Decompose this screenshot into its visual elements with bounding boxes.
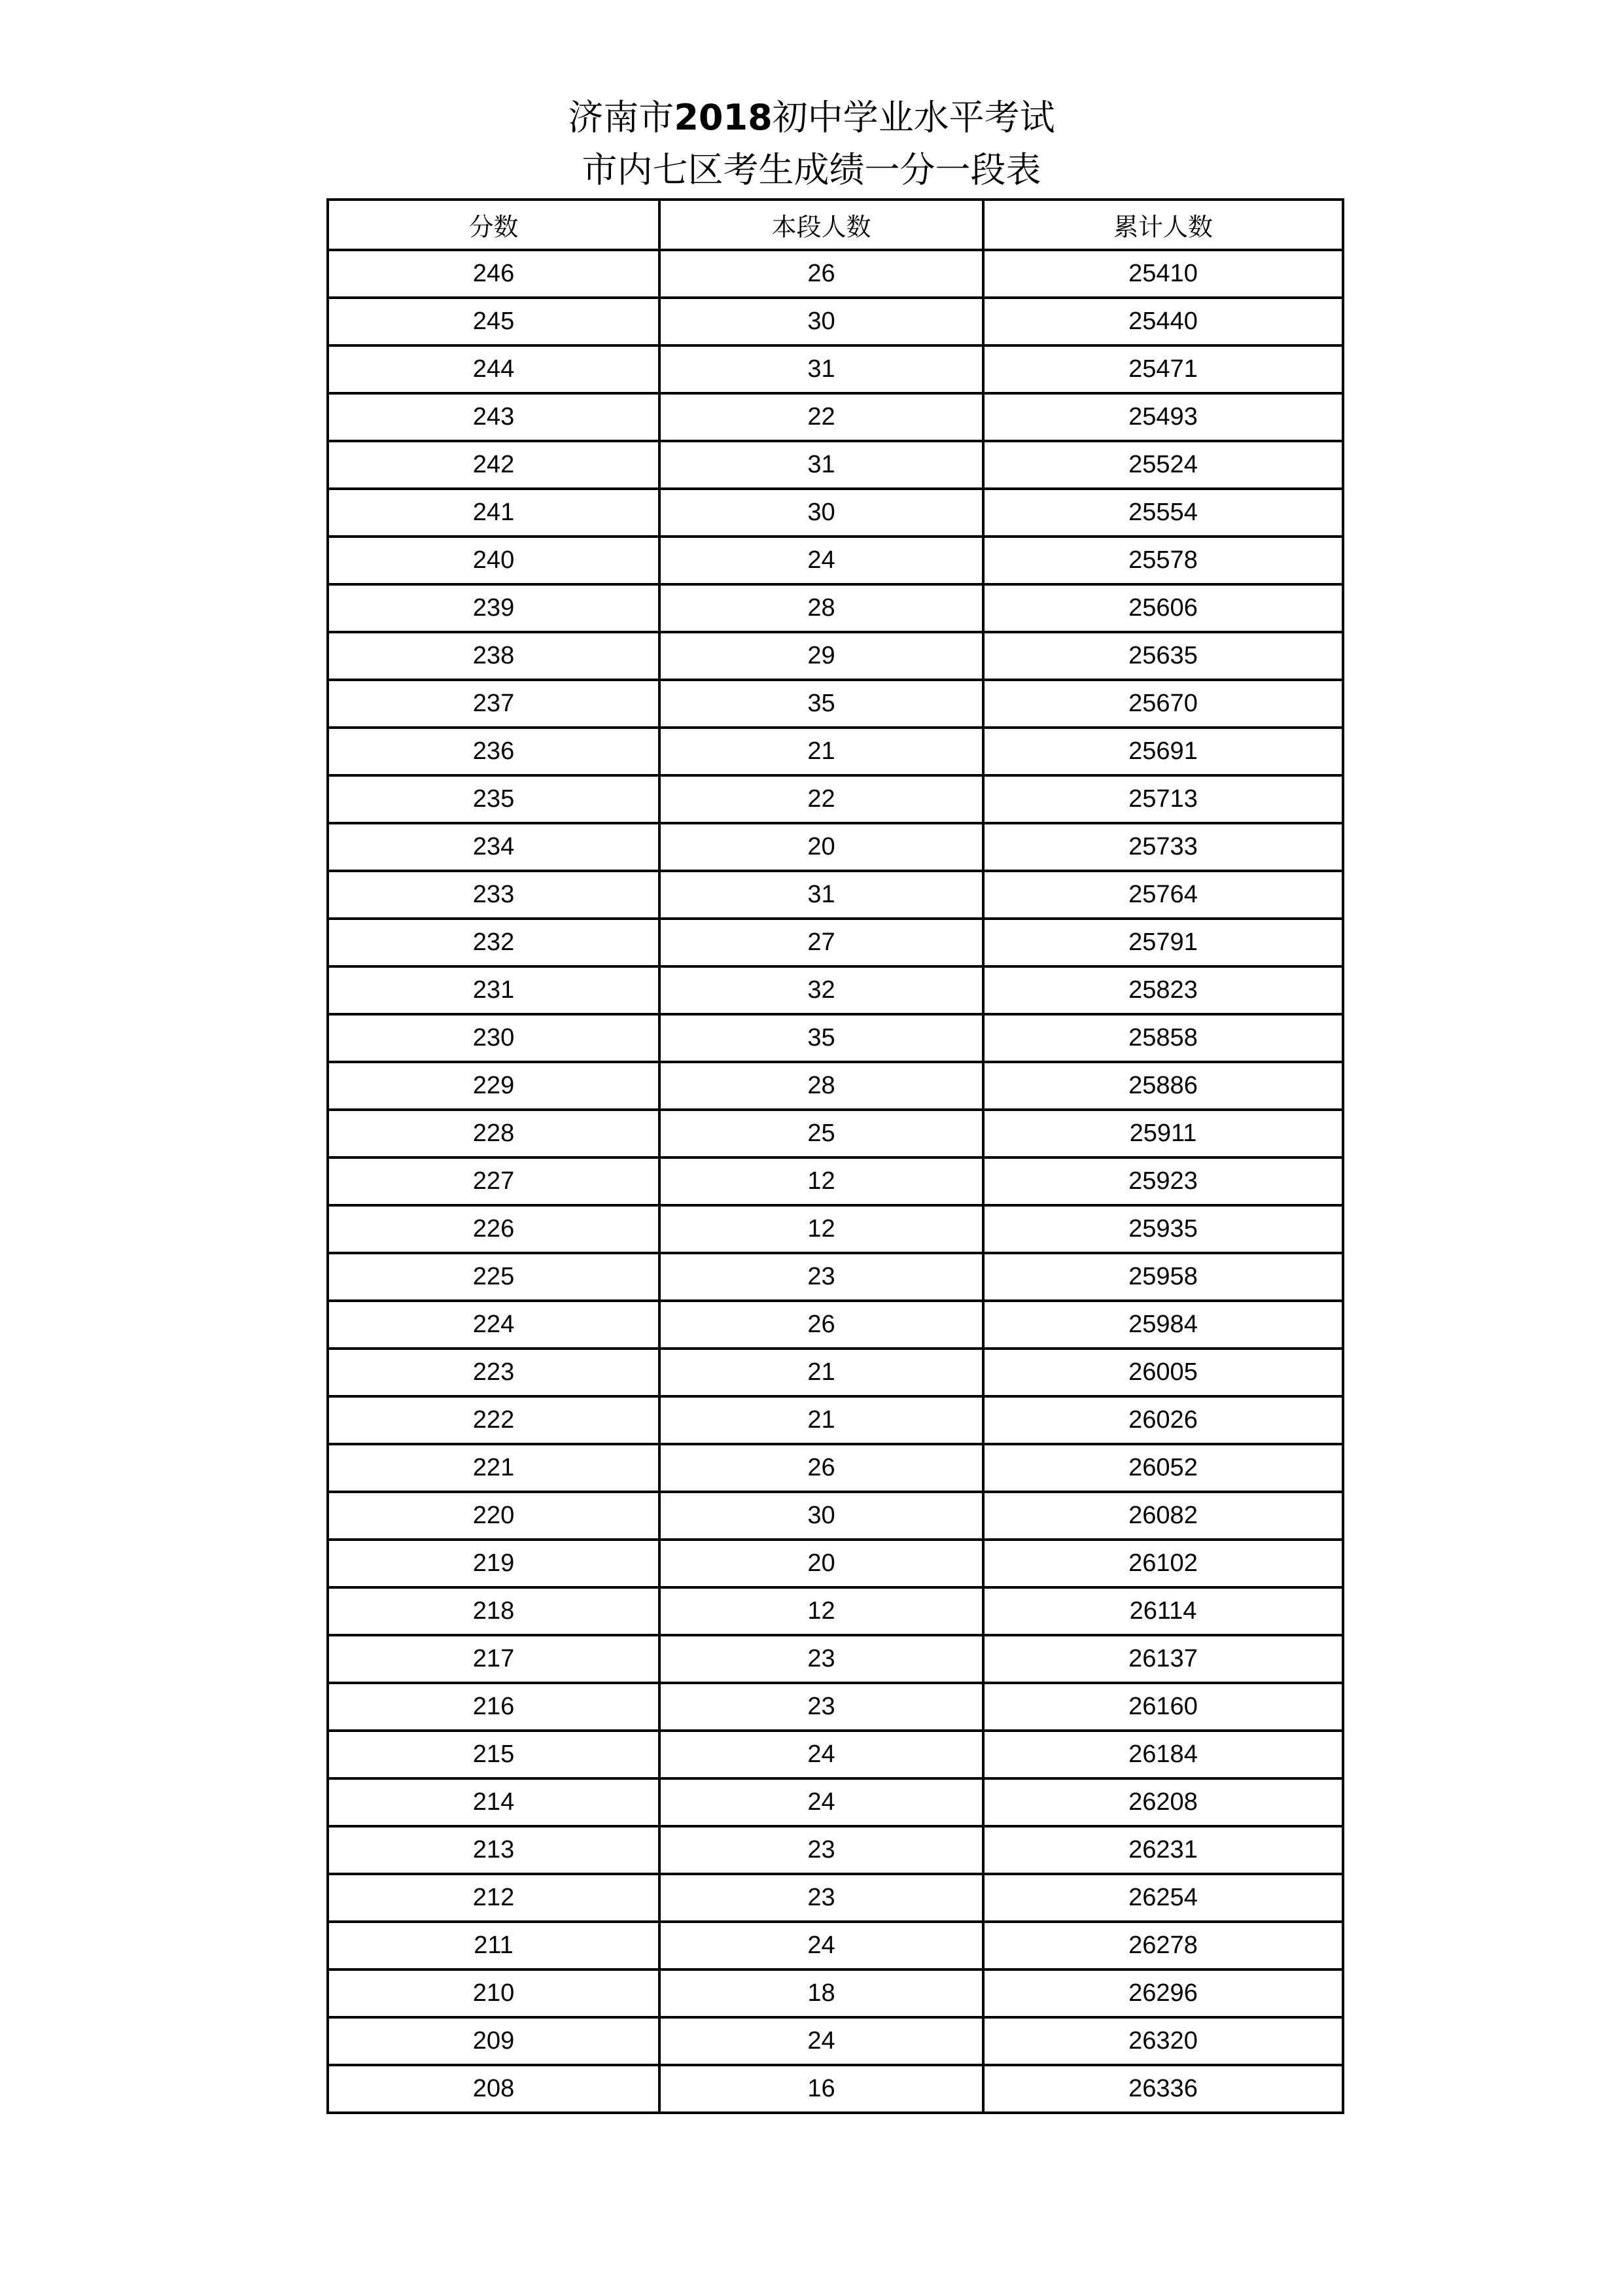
cell-score: 236	[328, 728, 659, 775]
cell-score: 218	[328, 1587, 659, 1635]
cell-score: 244	[328, 345, 659, 393]
table-header-row	[328, 200, 1343, 250]
cell-score: 221	[328, 1444, 659, 1492]
table-row	[328, 871, 1343, 919]
cell-segment-count: 22	[659, 393, 983, 441]
cell-score: 226	[328, 1205, 659, 1253]
cell-segment-count: 26	[659, 1301, 983, 1349]
title-year: 2018	[674, 97, 773, 138]
cell-segment-count: 29	[659, 632, 983, 680]
table-row	[328, 1874, 1343, 1922]
cell-cumulative-count: 25858	[983, 1014, 1343, 1062]
cell-cumulative-count: 26026	[983, 1396, 1343, 1444]
cell-cumulative-count: 26052	[983, 1444, 1343, 1492]
cell-score: 219	[328, 1540, 659, 1587]
cell-segment-count: 27	[659, 919, 983, 966]
cell-score: 213	[328, 1826, 659, 1874]
cell-cumulative-count: 25635	[983, 632, 1343, 680]
cell-segment-count: 31	[659, 441, 983, 489]
cell-score: 235	[328, 775, 659, 823]
header-segment-count: 本段人数	[659, 200, 983, 250]
table-row	[328, 393, 1343, 441]
cell-segment-count: 20	[659, 1540, 983, 1587]
cell-segment-count: 23	[659, 1635, 983, 1683]
cell-score: 227	[328, 1157, 659, 1205]
table-row	[328, 1778, 1343, 1826]
table-row	[328, 1587, 1343, 1635]
table-row	[328, 1492, 1343, 1540]
cell-segment-count: 24	[659, 1778, 983, 1826]
cell-score: 234	[328, 823, 659, 871]
score-distribution-table	[326, 198, 1344, 2114]
cell-segment-count: 30	[659, 298, 983, 345]
table-row	[328, 1157, 1343, 1205]
cell-segment-count: 23	[659, 1683, 983, 1731]
cell-segment-count: 21	[659, 1396, 983, 1444]
cell-segment-count: 35	[659, 1014, 983, 1062]
cell-cumulative-count: 25670	[983, 680, 1343, 728]
cell-segment-count: 18	[659, 1969, 983, 2017]
cell-score: 229	[328, 1062, 659, 1110]
table-row	[328, 345, 1343, 393]
cell-segment-count: 12	[659, 1587, 983, 1635]
cell-score: 239	[328, 584, 659, 632]
cell-cumulative-count: 26137	[983, 1635, 1343, 1683]
cell-score: 233	[328, 871, 659, 919]
cell-segment-count: 24	[659, 2017, 983, 2065]
cell-cumulative-count: 25713	[983, 775, 1343, 823]
cell-cumulative-count: 25823	[983, 966, 1343, 1014]
cell-cumulative-count: 26320	[983, 2017, 1343, 2065]
table-row	[328, 1062, 1343, 1110]
table-row	[328, 966, 1343, 1014]
cell-segment-count: 26	[659, 1444, 983, 1492]
table-row	[328, 1635, 1343, 1683]
table-row	[328, 1396, 1343, 1444]
cell-cumulative-count: 25791	[983, 919, 1343, 966]
cell-score: 238	[328, 632, 659, 680]
document-title-line-1	[0, 88, 1623, 147]
cell-segment-count: 31	[659, 871, 983, 919]
cell-segment-count: 21	[659, 1349, 983, 1396]
title-exam: 初中学业水平考试	[772, 97, 1055, 138]
table-row	[328, 1540, 1343, 1587]
table-row	[328, 1922, 1343, 1969]
table-row	[328, 1969, 1343, 2017]
table-row	[328, 728, 1343, 775]
table-body	[328, 250, 1343, 2113]
cell-segment-count: 24	[659, 1922, 983, 1969]
table-row	[328, 1253, 1343, 1301]
table-row	[328, 1683, 1343, 1731]
cell-segment-count: 28	[659, 1062, 983, 1110]
table-row	[328, 537, 1343, 584]
cell-segment-count: 22	[659, 775, 983, 823]
cell-cumulative-count: 26296	[983, 1969, 1343, 2017]
table-row	[328, 1826, 1343, 1874]
cell-score: 228	[328, 1110, 659, 1157]
cell-score: 246	[328, 250, 659, 298]
cell-segment-count: 30	[659, 1492, 983, 1540]
cell-score: 211	[328, 1922, 659, 1969]
table-row	[328, 919, 1343, 966]
cell-cumulative-count: 25524	[983, 441, 1343, 489]
table-row	[328, 2065, 1343, 2113]
cell-segment-count: 32	[659, 966, 983, 1014]
table-row	[328, 632, 1343, 680]
cell-segment-count: 24	[659, 537, 983, 584]
cell-cumulative-count: 26184	[983, 1731, 1343, 1778]
table-row	[328, 250, 1343, 298]
table-row	[328, 2017, 1343, 2065]
cell-score: 237	[328, 680, 659, 728]
cell-score: 241	[328, 489, 659, 537]
cell-segment-count: 21	[659, 728, 983, 775]
cell-score: 231	[328, 966, 659, 1014]
cell-cumulative-count: 25554	[983, 489, 1343, 537]
cell-cumulative-count: 26114	[983, 1587, 1343, 1635]
cell-cumulative-count: 25923	[983, 1157, 1343, 1205]
cell-segment-count: 16	[659, 2065, 983, 2113]
header-cumulative-count: 累计人数	[983, 200, 1343, 250]
cell-segment-count: 30	[659, 489, 983, 537]
cell-cumulative-count: 26278	[983, 1922, 1343, 1969]
cell-score: 216	[328, 1683, 659, 1731]
table-row	[328, 584, 1343, 632]
cell-cumulative-count: 26208	[983, 1778, 1343, 1826]
cell-cumulative-count: 25471	[983, 345, 1343, 393]
cell-cumulative-count: 25886	[983, 1062, 1343, 1110]
cell-segment-count: 25	[659, 1110, 983, 1157]
header-score: 分数	[328, 200, 659, 250]
cell-cumulative-count: 25440	[983, 298, 1343, 345]
cell-score: 209	[328, 2017, 659, 2065]
cell-cumulative-count: 25911	[983, 1110, 1343, 1157]
cell-cumulative-count: 25410	[983, 250, 1343, 298]
table-row	[328, 1301, 1343, 1349]
cell-score: 214	[328, 1778, 659, 1826]
cell-segment-count: 26	[659, 250, 983, 298]
cell-segment-count: 12	[659, 1205, 983, 1253]
table-row	[328, 1731, 1343, 1778]
cell-segment-count: 12	[659, 1157, 983, 1205]
cell-cumulative-count: 25733	[983, 823, 1343, 871]
cell-score: 232	[328, 919, 659, 966]
cell-segment-count: 31	[659, 345, 983, 393]
cell-cumulative-count: 25493	[983, 393, 1343, 441]
cell-score: 224	[328, 1301, 659, 1349]
table-row	[328, 823, 1343, 871]
cell-cumulative-count: 25578	[983, 537, 1343, 584]
cell-cumulative-count: 26336	[983, 2065, 1343, 2113]
cell-cumulative-count: 26231	[983, 1826, 1343, 1874]
cell-score: 217	[328, 1635, 659, 1683]
cell-cumulative-count: 25764	[983, 871, 1343, 919]
cell-score: 245	[328, 298, 659, 345]
table-row	[328, 1014, 1343, 1062]
cell-cumulative-count: 26160	[983, 1683, 1343, 1731]
table-row	[328, 1349, 1343, 1396]
cell-score: 210	[328, 1969, 659, 2017]
cell-segment-count: 23	[659, 1253, 983, 1301]
cell-cumulative-count: 26254	[983, 1874, 1343, 1922]
cell-score: 222	[328, 1396, 659, 1444]
cell-score: 212	[328, 1874, 659, 1922]
table-row	[328, 680, 1343, 728]
cell-score: 208	[328, 2065, 659, 2113]
table-row	[328, 489, 1343, 537]
cell-segment-count: 20	[659, 823, 983, 871]
cell-segment-count: 23	[659, 1826, 983, 1874]
cell-cumulative-count: 25984	[983, 1301, 1343, 1349]
cell-segment-count: 35	[659, 680, 983, 728]
cell-cumulative-count: 25606	[983, 584, 1343, 632]
cell-score: 242	[328, 441, 659, 489]
cell-segment-count: 23	[659, 1874, 983, 1922]
cell-cumulative-count: 25958	[983, 1253, 1343, 1301]
table-row	[328, 775, 1343, 823]
table-row	[328, 441, 1343, 489]
cell-cumulative-count: 26102	[983, 1540, 1343, 1587]
table-row	[328, 1444, 1343, 1492]
cell-cumulative-count: 25935	[983, 1205, 1343, 1253]
cell-score: 243	[328, 393, 659, 441]
cell-segment-count: 28	[659, 584, 983, 632]
cell-score: 223	[328, 1349, 659, 1396]
cell-score: 230	[328, 1014, 659, 1062]
cell-score: 225	[328, 1253, 659, 1301]
cell-cumulative-count: 25691	[983, 728, 1343, 775]
table-row	[328, 298, 1343, 345]
cell-cumulative-count: 26082	[983, 1492, 1343, 1540]
table-row	[328, 1110, 1343, 1157]
cell-score: 220	[328, 1492, 659, 1540]
cell-cumulative-count: 26005	[983, 1349, 1343, 1396]
title-city: 济南市	[568, 97, 674, 138]
cell-score: 240	[328, 537, 659, 584]
cell-segment-count: 24	[659, 1731, 983, 1778]
document-title-line-2: 市内七区考生成绩一分一段表	[582, 149, 1041, 190]
cell-score: 215	[328, 1731, 659, 1778]
table-row	[328, 1205, 1343, 1253]
